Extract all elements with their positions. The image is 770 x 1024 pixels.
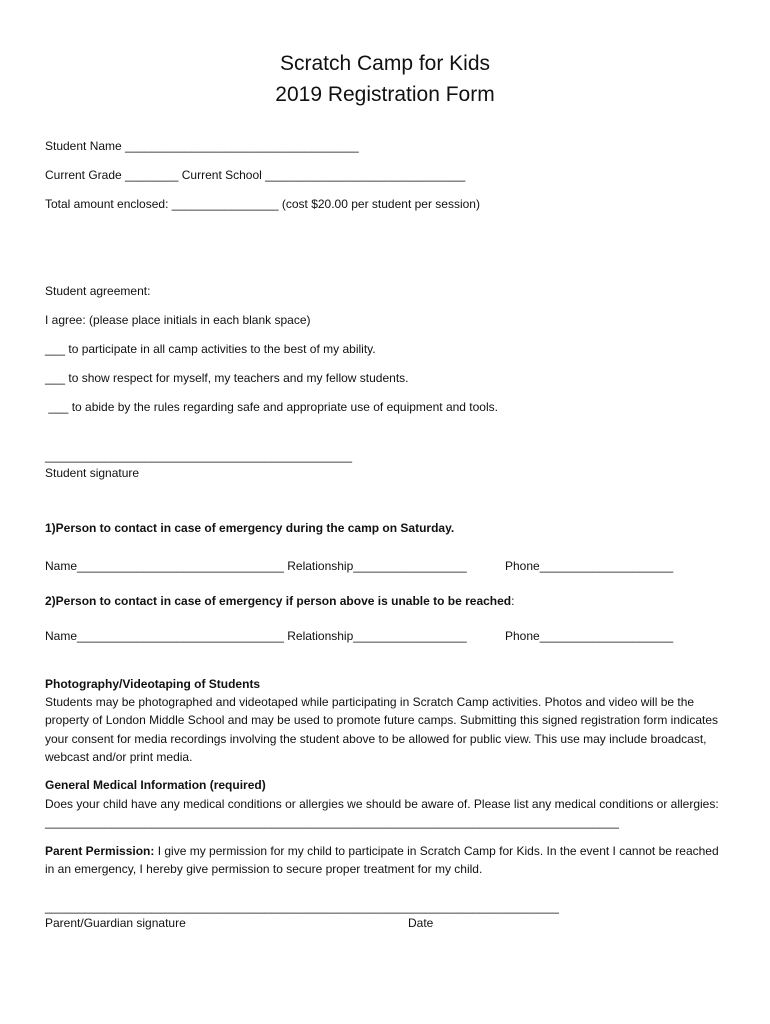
form-subtitle: 2019 Registration Form [275,83,495,106]
agreement-instruction: I agree: (please place initials in each blank space) [45,313,311,327]
parent-signature-label: Parent/Guardian signature [45,916,186,930]
photo-body: Students may be photographed and videotaped while participating in Scratch Camp activities. Photos and video will be the property of London Middle School and may be used to promote future camps. Submitting this signed registration form indicates your consent for media recordings involving the student above to be allowed for public view. This use may include broadcast, webcast and/or print media. [45,695,719,765]
grade-school-line: Current Grade ________ Current School ______________________________ [45,168,466,182]
emergency-contact2-name-line: Name_______________________________ Relationship_________________ [45,629,467,643]
form-title: Scratch Camp for Kids [279,52,491,75]
emergency-contact2-heading-text: 2)Person to contact in case of emergency if person above is unable to be reached [45,594,512,608]
permission-label: Parent Permission: [45,844,155,858]
photo-heading: Photography/Videotaping of Students [45,677,261,691]
emergency-contact1-name-line: Name_______________________________ Relationship_________________ [45,559,467,573]
agreement-item: ___ to abide by the rules regarding safe and appropriate use of equipment and tools. [45,400,498,414]
permission-body: I give my permission for my child to participate in Scratch Camp for Kids. In the event I cannot be reached in an emergency, I hereby give permission to secure proper treatment for my child. [45,844,719,877]
student-signature-line: ______________________________________________ [45,449,352,463]
emergency-contact2-heading [45,594,514,609]
agreement-item: ___ to participate in all camp activities to the best of my ability. [45,342,376,356]
amount-line: Total amount enclosed: ________________ (cost $20.00 per student per session) [45,197,480,211]
student-signature-label: Student signature [45,466,140,480]
agreement-item: ___ to show respect for myself, my teachers and my fellow students. [45,371,409,385]
emergency-contact2-colon: : [511,594,515,608]
medical-body: Does your child have any medical conditions or allergies we should be aware of. Please list any medical conditions or allergies: ______________________________________________________________________________________ [45,797,719,830]
date-label: Date [408,916,434,930]
emergency-contact1-heading: 1)Person to contact in case of emergency during the camp on Saturday. [45,521,455,535]
parent-signature-line: _____________________________________________________________________________ [45,900,559,914]
permission-paragraph [45,842,725,879]
emergency-contact2-phone-line: Phone____________________ [505,629,674,643]
agreement-heading: Student agreement: [45,284,151,298]
medical-heading: General Medical Information (required) [45,778,266,792]
student-name-line: Student Name ___________________________________ [45,139,359,153]
emergency-contact1-phone-line: Phone____________________ [505,559,674,573]
